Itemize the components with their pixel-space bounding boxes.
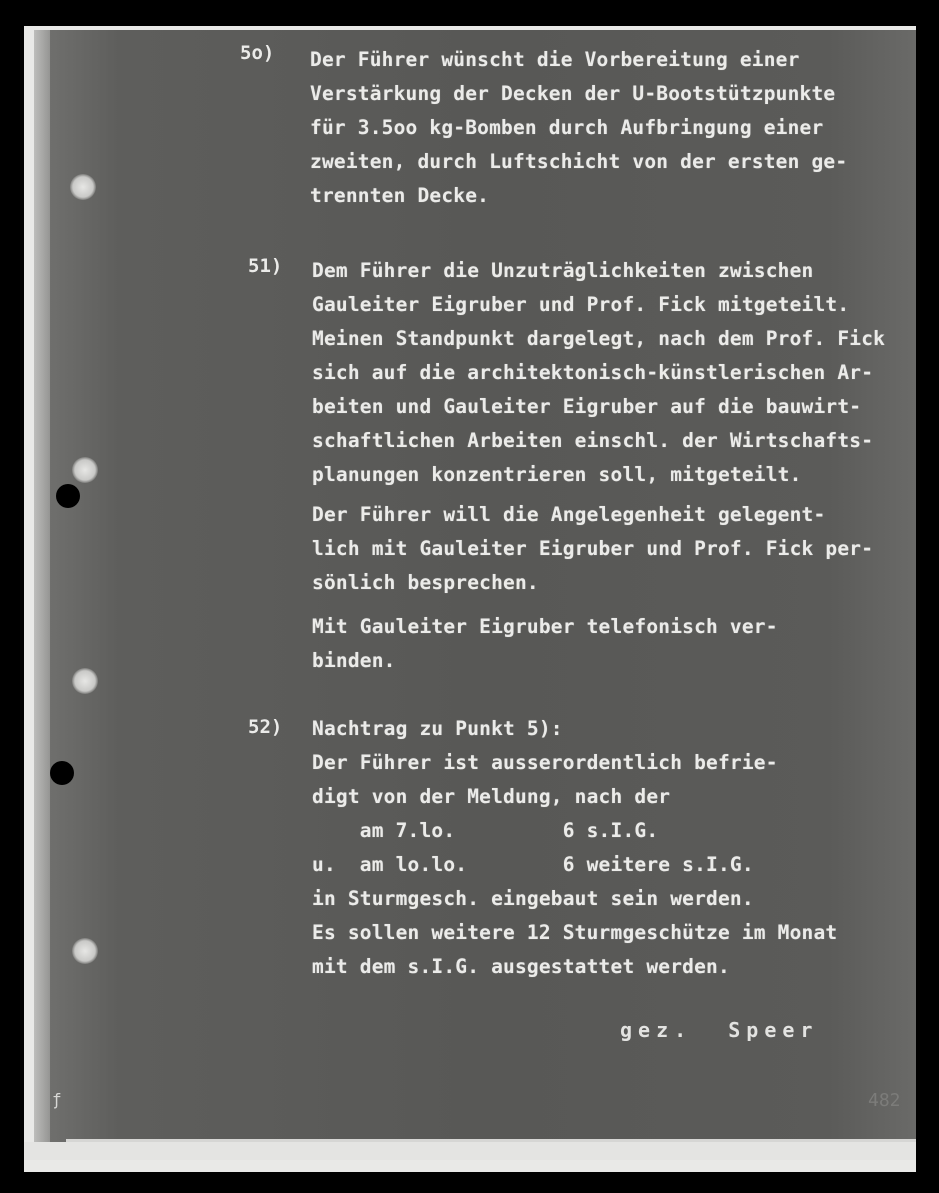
text-line: digt von der Meldung, nach der — [312, 785, 671, 808]
punch-hole — [56, 484, 80, 508]
text-line: Es sollen weitere 12 Sturmgeschütze im Monat — [312, 921, 838, 944]
text-line: am 7.lo. 6 s.I.G. — [312, 819, 659, 842]
text-line: Meinen Standpunkt dargelegt, nach dem Prof. Fick — [312, 327, 886, 350]
text-line: Der Führer wünscht die Vorbereitung einer — [310, 48, 800, 71]
item-text — [312, 498, 873, 600]
punch-hole — [50, 761, 74, 785]
pencil-mark: ƒ — [52, 1090, 62, 1109]
item-text — [312, 254, 885, 492]
item-text — [312, 610, 778, 678]
punch-hole-shadow — [70, 174, 96, 200]
item-text — [312, 712, 837, 984]
text-line: binden. — [312, 649, 396, 672]
text-line: Gauleiter Eigruber und Prof. Fick mitgeteilt. — [312, 293, 850, 316]
text-line: Mit Gauleiter Eigruber telefonisch ver- — [312, 615, 778, 638]
item-number: 5o) — [240, 42, 275, 64]
punch-hole-shadow — [72, 457, 98, 483]
text-line: planungen konzentrieren soll, mitgeteilt. — [312, 463, 802, 486]
text-line: u. am lo.lo. 6 weitere s.I.G. — [312, 853, 754, 876]
text-line: sich auf die architektonisch-künstlerischen Ar- — [312, 361, 874, 384]
text-line: beiten und Gauleiter Eigruber auf die bauwirt- — [312, 395, 862, 418]
item-text — [310, 43, 847, 213]
item-number: 52) — [248, 716, 283, 738]
bottom-border — [24, 1142, 916, 1160]
punch-hole-shadow — [72, 668, 98, 694]
text-line: Nachtrag zu Punkt 5): — [312, 717, 563, 740]
text-line: für 3.5oo kg-Bomben durch Aufbringung einer — [310, 116, 824, 139]
text-line: sönlich besprechen. — [312, 571, 539, 594]
item-number: 51) — [248, 255, 283, 277]
text-line: schaftlichen Arbeiten einschl. der Wirtschafts- — [312, 429, 874, 452]
text-line: Der Führer will die Angelegenheit gelegent- — [312, 503, 826, 526]
text-line: Dem Führer die Unzuträglichkeiten zwischen — [312, 259, 814, 282]
text-line: Der Führer ist ausserordentlich befrie- — [312, 751, 778, 774]
text-line: in Sturmgesch. eingebaut sein werden. — [312, 887, 754, 910]
text-line: trennten Decke. — [310, 184, 490, 207]
text-line: lich mit Gauleiter Eigruber und Prof. Fick per- — [312, 537, 874, 560]
punch-hole-shadow — [72, 938, 98, 964]
signature: gez. Speer — [620, 1018, 819, 1042]
text-line: Verstärkung der Decken der U-Bootstützpunkte — [310, 82, 836, 105]
text-line: mit dem s.I.G. ausgestattet werden. — [312, 955, 730, 978]
text-line: zweiten, durch Luftschicht von der ersten ge- — [310, 150, 848, 173]
page-number: 482 — [868, 1090, 901, 1111]
